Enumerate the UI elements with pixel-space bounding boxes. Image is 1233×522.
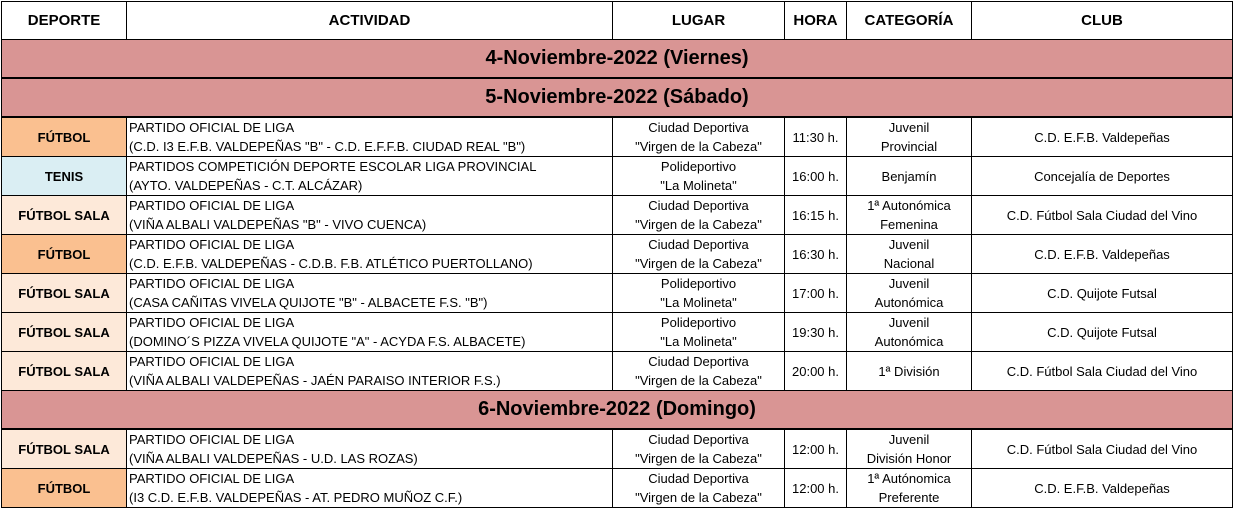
club-cell: C.D. Quijote Futsal [972, 313, 1233, 352]
venue-line2: "Virgen de la Cabeza" [635, 451, 762, 466]
activity-teams: (DOMINO´S PIZZA VIVELA QUIJOTE "A" - ACYDA F.S. ALBACETE) [129, 334, 526, 349]
activity-teams: (C.D. E.F.B. VALDEPEÑAS - C.D.B. F.B. ATLÉTICO PUERTOLLANO) [129, 256, 533, 271]
activity-cell [127, 157, 613, 196]
club-cell: C.D. Fútbol Sala Ciudad del Vino [972, 196, 1233, 235]
activity-title: PARTIDO OFICIAL DE LIGA [129, 198, 295, 213]
date-heading: 5-Noviembre-2022 (Sábado) [2, 78, 1233, 117]
time-cell: 12:00 h. [785, 429, 847, 469]
venue-line1: Polideportivo [660, 315, 737, 330]
category-cell [847, 313, 972, 352]
table-row [2, 235, 1233, 274]
activity-title: PARTIDO OFICIAL DE LIGA [129, 276, 295, 291]
activity-cell [127, 235, 613, 274]
club-cell: Concejalía de Deportes [972, 157, 1233, 196]
venue-cell [613, 313, 785, 352]
venue-line1: Ciudad Deportiva [648, 120, 749, 135]
category-line2: Autonómica [874, 334, 944, 349]
activity-title: PARTIDO OFICIAL DE LIGA [129, 315, 295, 330]
venue-cell [613, 117, 785, 157]
time-cell: 16:00 h. [785, 157, 847, 196]
category-cell [847, 469, 972, 508]
venue-line2: "La Molineta" [660, 334, 737, 349]
venue-cell [613, 352, 785, 391]
time-cell: 12:00 h. [785, 469, 847, 508]
category-line2: Preferente [878, 490, 940, 505]
category-line2: Nacional [883, 256, 935, 271]
header-row [2, 2, 1233, 40]
sport-cell: TENIS [2, 157, 127, 196]
activity-title: PARTIDO OFICIAL DE LIGA [129, 432, 295, 447]
sport-cell: FÚTBOL SALA [2, 274, 127, 313]
venue-line1: Ciudad Deportiva [648, 237, 749, 252]
category-line1: Juvenil [888, 315, 930, 330]
activity-teams: (VIÑA ALBALI VALDEPEÑAS - U.D. LAS ROZAS) [129, 451, 418, 466]
header-categoria: CATEGORÍA [847, 2, 972, 40]
sport-cell: FÚTBOL SALA [2, 352, 127, 391]
club-cell: C.D. E.F.B. Valdepeñas [972, 235, 1233, 274]
activity-cell [127, 117, 613, 157]
activity-teams: (C.D. I3 E.F.B. VALDEPEÑAS "B" - C.D. E.F.F.B. CIUDAD REAL "B") [129, 139, 526, 154]
activity-teams: (I3 C.D. E.F.B. VALDEPEÑAS - AT. PEDRO MUÑOZ C.F.) [129, 490, 463, 505]
category-line1: 1ª Autónomica [867, 471, 951, 486]
activity-title: PARTIDOS COMPETICIÓN DEPORTE ESCOLAR LIGA PROVINCIAL [129, 159, 537, 174]
header-club: CLUB [972, 2, 1233, 40]
time-cell: 17:00 h. [785, 274, 847, 313]
time-cell: 20:00 h. [785, 352, 847, 391]
activity-teams: (VIÑA ALBALI VALDEPEÑAS "B" - VIVO CUENCA) [129, 217, 427, 232]
sport-cell: FÚTBOL SALA [2, 313, 127, 352]
venue-cell [613, 429, 785, 469]
category-line2: Autonómica [874, 295, 944, 310]
venue-line1: Polideportivo [660, 159, 737, 174]
activity-title: PARTIDO OFICIAL DE LIGA [129, 471, 295, 486]
table-row [2, 196, 1233, 235]
activity-cell [127, 313, 613, 352]
category-cell [847, 196, 972, 235]
sport-cell: FÚTBOL SALA [2, 196, 127, 235]
table-row [2, 274, 1233, 313]
venue-line1: Ciudad Deportiva [648, 471, 749, 486]
club-cell: C.D. Fútbol Sala Ciudad del Vino [972, 429, 1233, 469]
category-cell: Benjamín [847, 157, 972, 196]
table-row [2, 429, 1233, 469]
activity-title: PARTIDO OFICIAL DE LIGA [129, 354, 295, 369]
category-cell [847, 117, 972, 157]
date-heading: 6-Noviembre-2022 (Domingo) [2, 391, 1233, 430]
time-cell: 16:30 h. [785, 235, 847, 274]
header-hora: HORA [785, 2, 847, 40]
activity-teams: (VIÑA ALBALI VALDEPEÑAS - JAÉN PARAISO INTERIOR F.S.) [129, 373, 501, 388]
activity-teams: (AYTO. VALDEPEÑAS - C.T. ALCÁZAR) [129, 178, 363, 193]
category-line1: Juvenil [888, 237, 930, 252]
venue-line1: Ciudad Deportiva [648, 198, 749, 213]
sport-cell: FÚTBOL [2, 117, 127, 157]
venue-line2: "La Molineta" [660, 295, 737, 310]
header-actividad: ACTIVIDAD [127, 2, 613, 40]
activity-cell [127, 469, 613, 508]
table-row [2, 117, 1233, 157]
category-line2: Provincial [880, 139, 938, 154]
club-cell: C.D. Fútbol Sala Ciudad del Vino [972, 352, 1233, 391]
category-line1: Juvenil [888, 432, 930, 447]
category-cell [847, 429, 972, 469]
schedule-table [1, 1, 1233, 508]
date-row [2, 391, 1233, 430]
sport-cell: FÚTBOL [2, 469, 127, 508]
club-cell: C.D. E.F.B. Valdepeñas [972, 117, 1233, 157]
club-cell: C.D. Quijote Futsal [972, 274, 1233, 313]
venue-line2: "La Molineta" [660, 178, 737, 193]
activity-cell [127, 196, 613, 235]
venue-line2: "Virgen de la Cabeza" [635, 490, 762, 505]
venue-line1: Ciudad Deportiva [648, 432, 749, 447]
table-row [2, 313, 1233, 352]
category-line1: 1ª Autonómica [867, 198, 951, 213]
table-row [2, 469, 1233, 508]
table-row [2, 157, 1233, 196]
header-lugar: LUGAR [613, 2, 785, 40]
category-line1: Juvenil [888, 276, 930, 291]
time-cell: 19:30 h. [785, 313, 847, 352]
category-cell [847, 274, 972, 313]
date-row [2, 40, 1233, 79]
sport-cell: FÚTBOL SALA [2, 429, 127, 469]
activity-cell [127, 352, 613, 391]
venue-cell [613, 469, 785, 508]
date-heading: 4-Noviembre-2022 (Viernes) [2, 40, 1233, 79]
venue-line2: "Virgen de la Cabeza" [635, 373, 762, 388]
venue-cell [613, 274, 785, 313]
activity-teams: (CASA CAÑITAS VIVELA QUIJOTE "B" - ALBACETE F.S. "B") [129, 295, 488, 310]
category-cell: 1ª División [847, 352, 972, 391]
activity-title: PARTIDO OFICIAL DE LIGA [129, 237, 295, 252]
category-line2: División Honor [866, 451, 952, 466]
venue-line2: "Virgen de la Cabeza" [635, 256, 762, 271]
venue-line2: "Virgen de la Cabeza" [635, 139, 762, 154]
venue-line1: Ciudad Deportiva [648, 354, 749, 369]
venue-cell [613, 235, 785, 274]
time-cell: 16:15 h. [785, 196, 847, 235]
venue-cell [613, 196, 785, 235]
sport-cell: FÚTBOL [2, 235, 127, 274]
time-cell: 11:30 h. [785, 117, 847, 157]
category-line1: Juvenil [888, 120, 930, 135]
category-line2: Femenina [880, 217, 938, 232]
table-row [2, 352, 1233, 391]
category-cell [847, 235, 972, 274]
date-row [2, 78, 1233, 117]
activity-cell [127, 429, 613, 469]
venue-line2: "Virgen de la Cabeza" [635, 217, 762, 232]
header-deporte: DEPORTE [2, 2, 127, 40]
activity-title: PARTIDO OFICIAL DE LIGA [129, 120, 295, 135]
activity-cell [127, 274, 613, 313]
venue-line1: Polideportivo [660, 276, 737, 291]
venue-cell [613, 157, 785, 196]
club-cell: C.D. E.F.B. Valdepeñas [972, 469, 1233, 508]
